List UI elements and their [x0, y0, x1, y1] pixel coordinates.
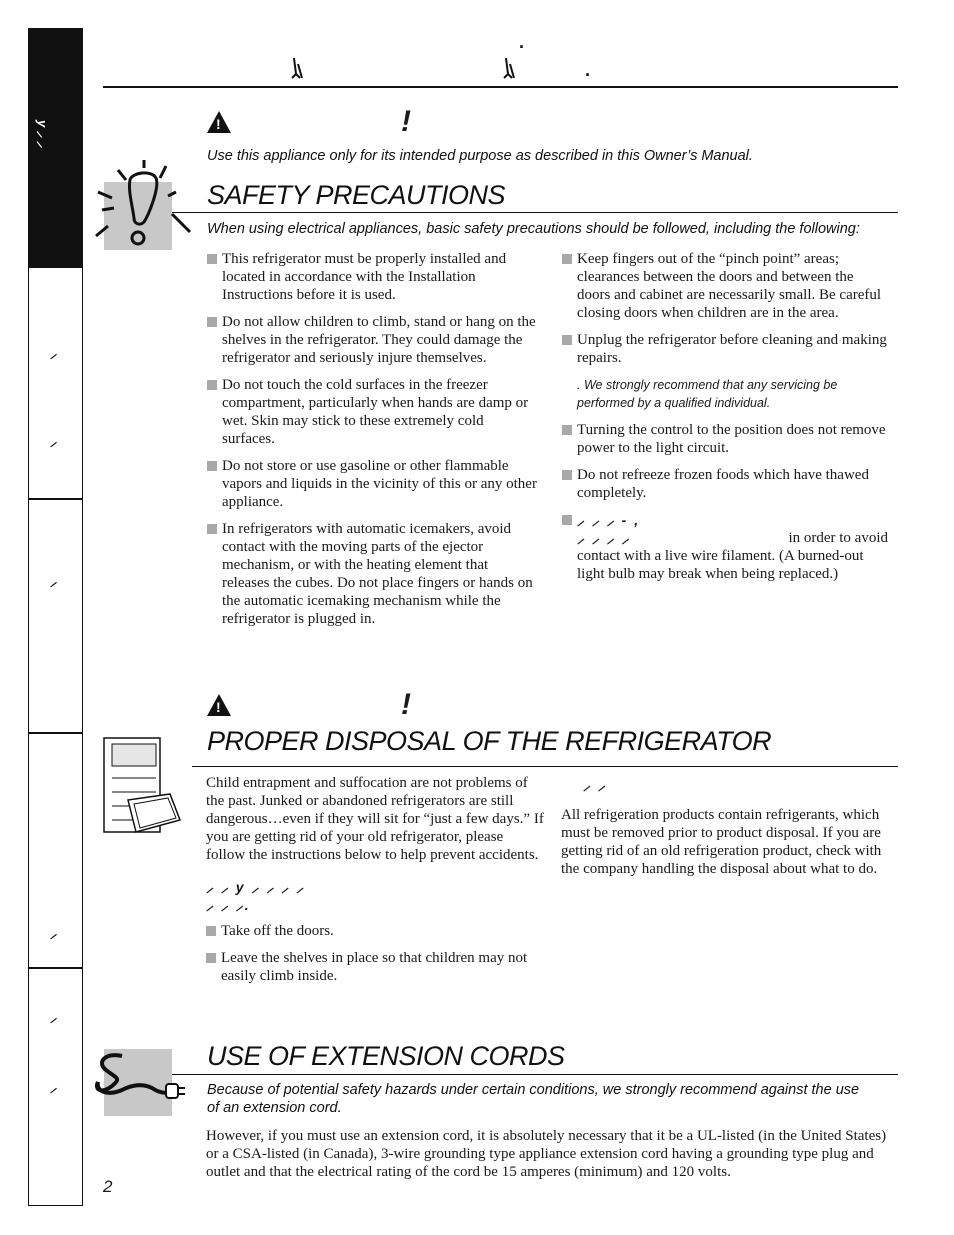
safety-bullet: Do not store or use gasoline or other flammable vapors and liquids in the vicinity of this or any other appliance. [207, 457, 537, 511]
safety-bullet: This refrigerator must be properly installed and located in accordance with the Installation Instructions before it is used. [207, 250, 537, 304]
extension-cords-title: USE OF EXTENSION CORDS [207, 1041, 565, 1071]
exclamation-alert-icon [88, 158, 192, 258]
header-glyph: . [585, 60, 591, 80]
hazard-drop-icon [290, 56, 304, 82]
tab-divider [28, 732, 83, 734]
warning-exclamation: ! [401, 688, 411, 721]
section-rule [172, 212, 898, 213]
tab-label-warranty[interactable]: ⸝ [50, 1080, 57, 1095]
disposal-bullet: Take off the doors. [206, 922, 544, 940]
disposal-title: PROPER DISPOSAL OF THE REFRIGERATOR [207, 726, 772, 756]
safety-bullet: Do not refreeze frozen foods which have thawed completely. [562, 466, 888, 502]
disposal-right-column [561, 776, 891, 887]
lightbulb-text-tail: in order to avoid [788, 530, 888, 546]
refrigerator-icon [100, 734, 192, 838]
disposal-bullet: Leave the shelves in place so that children may not easily climb inside. [206, 949, 544, 985]
safety-bullet: Turning the control to the position does not remove power to the light circuit. [562, 421, 888, 457]
lightbulb-text: contact with a live wire filament. (A burned-out light bulb may break when being replaced.) [577, 548, 864, 582]
servicing-note: . We strongly recommend that any servicing be performed by a qualified individual. [577, 378, 838, 410]
header-rule [103, 86, 898, 88]
safety-bullet: In refrigerators with automatic icemakers, avoid contact with the moving parts of the ejector mechanism, or with the heating element that releases the cubes. Do not place fingers or hands on the automatic icemaking mechanism while the refrigerator is plugged in. [207, 520, 537, 628]
warning-exclamation: ! [401, 105, 411, 138]
tab-label-operating[interactable]: ⸝ [50, 346, 57, 361]
warning-banner [207, 690, 411, 720]
power-plug-icon [92, 1048, 188, 1108]
safety-bullet: Keep fingers out of the “pinch point” areas; clearances between the doors and between the doors and cabinet are necessarily small. Be careful closing doors when children are in the area. [562, 250, 888, 322]
warning-banner [207, 107, 411, 137]
safety-lead: When using electrical appliances, basic safety precautions should be followed, including the following: [207, 221, 860, 237]
tab-label-support[interactable]: ⸝ [50, 1010, 57, 1025]
extension-body: However, if you must use an extension cord, it is absolutely necessary that it be a UL-listed (in the United States) or a CSA-listed (in Canada), 3-wire grounding type appliance extension cord having a grounding type plug and outlet and that the electrical rating of the cord be 15 amperes (minimum) and 120 volts. [206, 1128, 887, 1180]
glyph-line: ⸝ ⸝ ⸝ - , [577, 512, 641, 528]
safety-bullet-lightbulb [562, 511, 888, 583]
tab-divider [28, 967, 83, 969]
header-glyph: . [519, 32, 525, 52]
warning-triangle-icon: ! [207, 694, 231, 716]
glyph-line: ⸝ ⸝ [583, 777, 607, 793]
entrapment-paragraph: Child entrapment and suffocation are not problems of the past. Junked or abandoned refrigerators are still dangerous…even if they will sit for “just a few days.” If you are getting rid of your old refrigerator, please follow the instructions below to help prevent accidents. [206, 775, 544, 863]
section-rule [192, 766, 898, 767]
intended-use-note: Use this appliance only for its intended purpose as described in this Owner’s Manual. [207, 148, 753, 164]
tab-divider [28, 266, 83, 268]
glyph-line: ⸝ ⸝ ⸝. [206, 897, 251, 913]
section-rule [172, 1074, 898, 1075]
refrigerant-paragraph: All refrigeration products contain refrigerants, which must be removed prior to product disposal. If you are getting rid of an old refrigeration product, check with the company handling the disposal about what to do. [561, 807, 882, 877]
tab-label-care[interactable]: ⸝ [50, 434, 57, 449]
disposal-left-column [206, 774, 544, 994]
safety-left-column [207, 250, 537, 637]
safety-right-column [562, 250, 888, 583]
tab-label-safety[interactable]: y ⸝ ⸝ [35, 120, 50, 148]
safety-precautions-title: SAFETY PRECAUTIONS [207, 180, 506, 210]
tab-label-troubleshooting[interactable]: ⸝ [50, 926, 57, 941]
extension-lead: Because of potential safety hazards under certain conditions, we strongly recommend against the use of an extension cord. [207, 1082, 860, 1116]
glyph-line: ⸝ ⸝ y ⸝ ⸝ ⸝ ⸝ [206, 879, 306, 895]
safety-bullet: Do not touch the cold surfaces in the freezer compartment, particularly when hands are damp or wet. Skin may stick to these extremely cold surfaces. [207, 376, 537, 448]
tab-divider [28, 498, 83, 500]
safety-bullet: Do not allow children to climb, stand or hang on the shelves in the refrigerator. They could damage the refrigerator and seriously injure themselves. [207, 313, 537, 367]
hazard-drop-icon [502, 56, 516, 82]
safety-bullet: Unplug the refrigerator before cleaning and making repairs. [562, 331, 888, 367]
glyph-line: ⸝ ⸝ ⸝ ⸝ [577, 530, 631, 546]
tab-label-installation[interactable]: ⸝ [50, 574, 57, 589]
page-number: 2 [103, 1177, 113, 1196]
warning-triangle-icon: ! [207, 111, 231, 133]
